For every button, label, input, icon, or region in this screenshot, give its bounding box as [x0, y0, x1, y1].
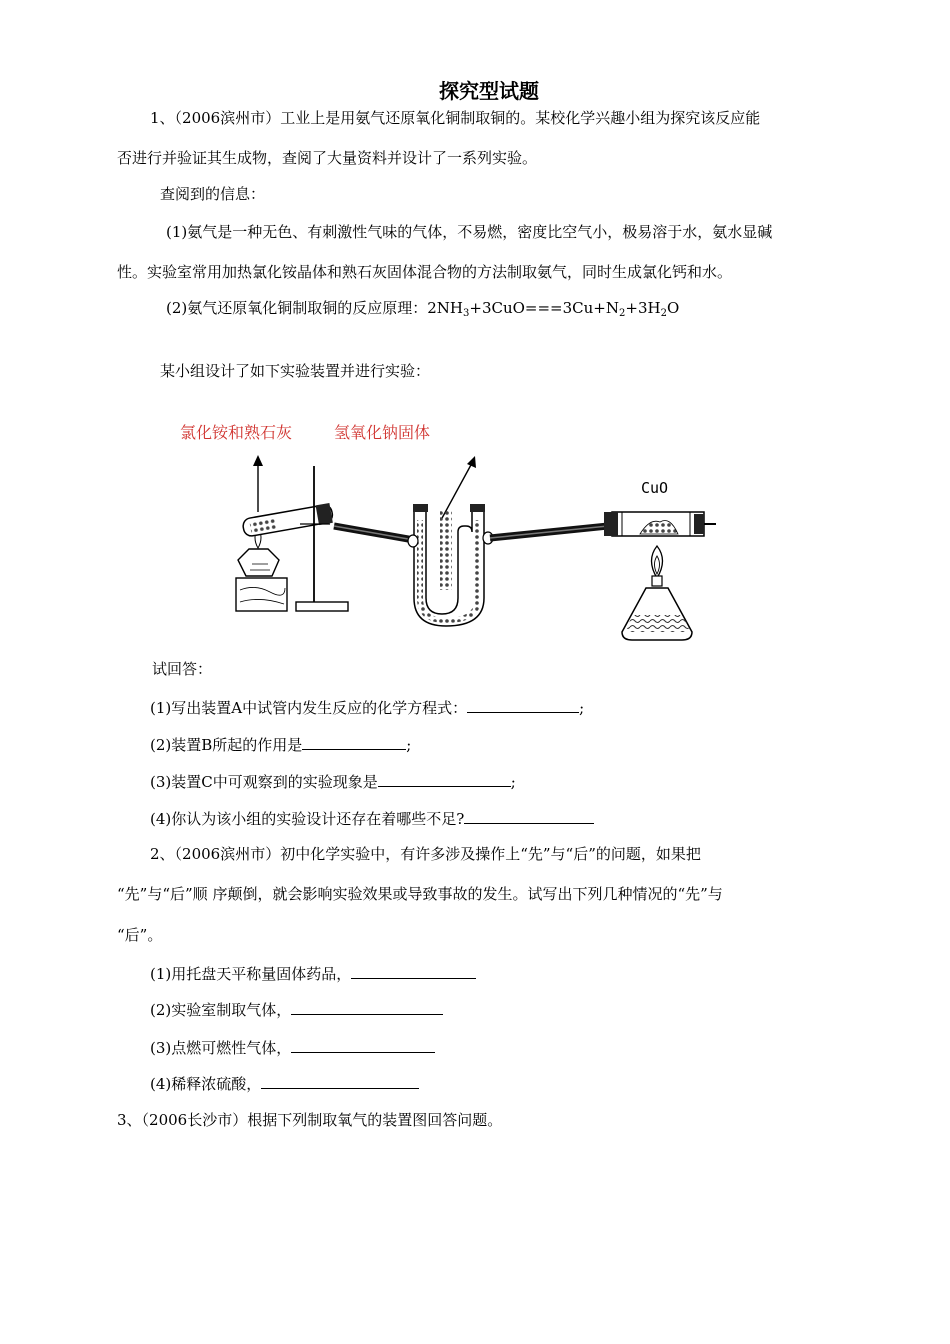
q1-setup-text: 某小组设计了如下实验装置并进行实验：	[160, 362, 431, 380]
q1-info1-line2: 性。实验室常用加热氯化铵晶体和熟石灰固体混合物的方法制取氨气，同时生成氯化钙和水。	[117, 263, 733, 281]
q2-line2: “先”与“后”顺 序颠倒，就会影响实验效果或导致事故的发生。试写出下列几种情况的“先”与	[117, 885, 723, 903]
answer-blank-q2-4[interactable]	[261, 1072, 419, 1089]
q2-line1: 2、（2006滨州市）初中化学实验中，有许多涉及操作上“先”与“后”的问题，如果把	[150, 845, 701, 863]
q2-sub2: (2)实验室制取气体，	[150, 998, 443, 1020]
answer-blank-q2-3[interactable]	[291, 1036, 435, 1053]
q1-line1: 1、（2006滨州市）工业上是用氨气还原氧化铜制取铜的。某校化学兴趣小组为探究该反应能	[150, 109, 761, 127]
answer-blank-3[interactable]	[378, 770, 511, 787]
arrow-a-head	[253, 455, 263, 466]
q1-info-header: 查阅到的信息：	[160, 185, 266, 203]
answer-blank-1[interactable]	[467, 696, 579, 713]
q1-info1-line1: (1)氨气是一种无色、有刺激性气味的气体，不易燃，密度比空气小，极易溶于水，氨水显碱	[166, 223, 773, 241]
answer-blank-4[interactable]	[464, 807, 594, 824]
q2-line3: “后”。	[117, 926, 163, 944]
q1-sub3: (3)装置C中可观察到的实验现象是 ;	[150, 770, 516, 792]
label-cuo: CuO	[641, 479, 669, 497]
wood-block	[236, 578, 287, 611]
apparatus-a	[236, 455, 414, 611]
q2-sub4: (4)稀释浓硫酸，	[150, 1072, 419, 1094]
answer-blank-2[interactable]	[302, 733, 406, 750]
q1-sub1: (1)写出装置A中试管内发生反应的化学方程式： ;	[150, 696, 584, 718]
q2-sub3: (3)点燃可燃性气体，	[150, 1036, 435, 1058]
apparatus-b	[408, 456, 608, 626]
label-ammonium-chloride: 氯化铵和熟石灰	[180, 423, 293, 442]
answer-blank-q2-1[interactable]	[351, 962, 476, 979]
answer-blank-q2-2[interactable]	[291, 998, 443, 1015]
alcohol-lamp-a	[238, 549, 279, 576]
reaction-formula: $2NH_3+3CuO===3Cu+N_2+3H_2O$	[427, 299, 680, 319]
label-sodium-hydroxide: 氢氧化钠固体	[334, 423, 431, 442]
apparatus-c	[604, 512, 716, 640]
q3-line1: 3、（2006长沙市）根据下列制取氧气的装置图回答问题。	[117, 1111, 503, 1129]
q1-sub4: (4)你认为该小组的实验设计还存在着哪些不足?	[150, 807, 594, 829]
q1-line2: 否进行并验证其生成物，查阅了大量资料并设计了一系列实验。	[117, 149, 538, 167]
q2-sub1: (1)用托盘天平称量固体药品，	[150, 962, 476, 984]
alcohol-lamp-c	[622, 588, 692, 640]
q1-sub2: (2)装置B所起的作用是 ;	[150, 733, 411, 755]
iron-stand-base	[296, 602, 348, 611]
q1-info2-prefix: (2)氨气还原氧化铜制取铜的反应原理：	[166, 299, 428, 317]
q1-answer-header: 试回答：	[152, 660, 213, 678]
arrow-b-head	[467, 456, 476, 468]
page-title: 探究型试题	[439, 79, 539, 103]
